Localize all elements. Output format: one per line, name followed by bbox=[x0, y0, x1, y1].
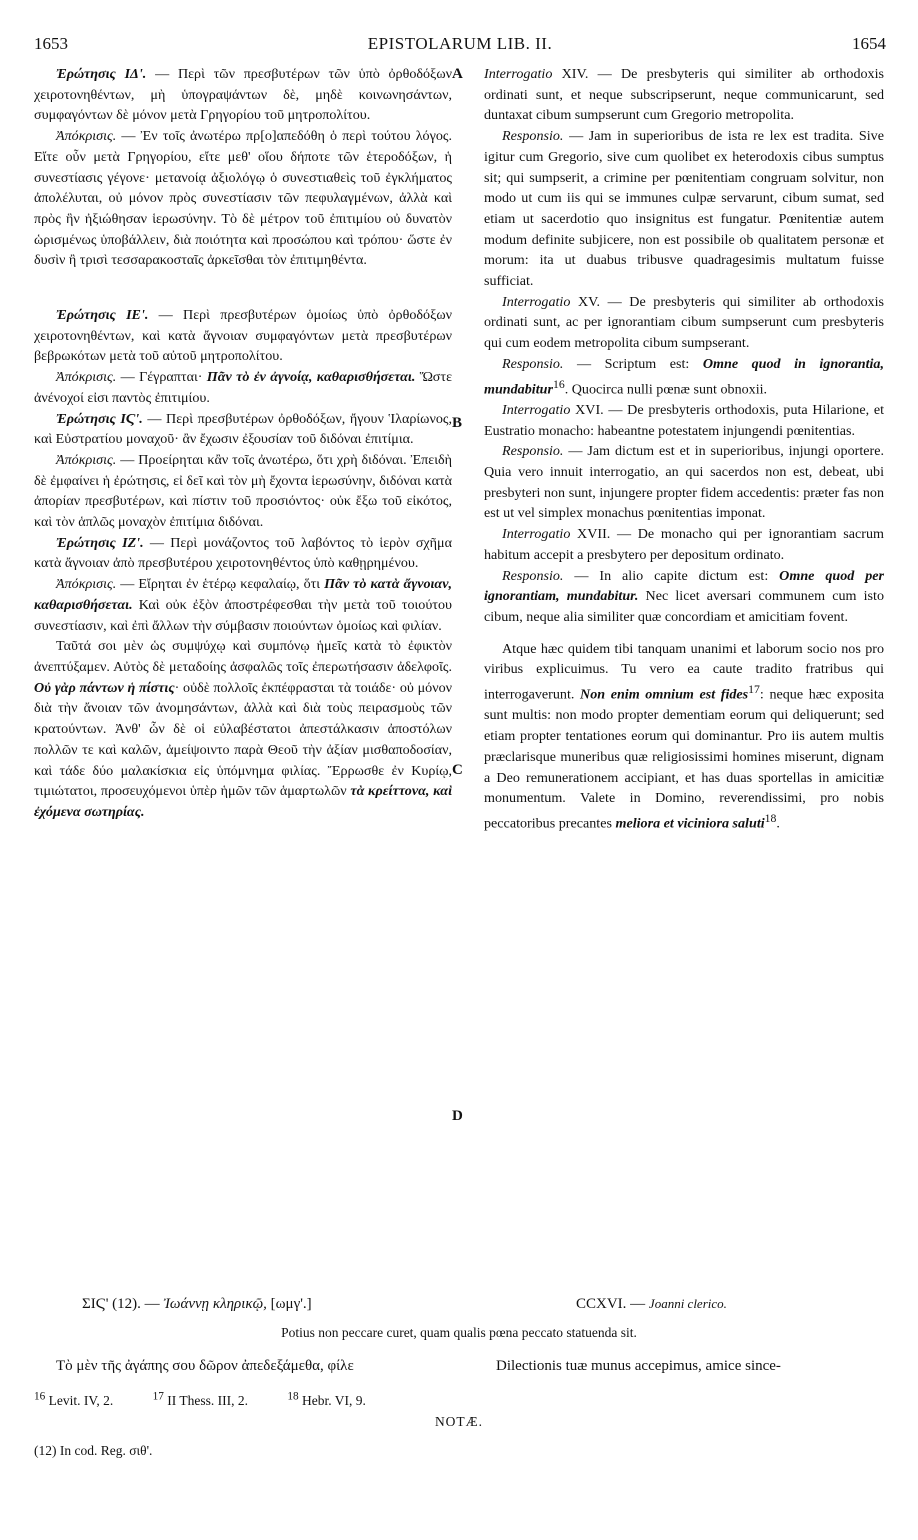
footnote-ref-16: 16 bbox=[552, 377, 565, 391]
footnote-17: $^{17}$ II Thess. III, 2. bbox=[152, 1390, 248, 1408]
greek-question-16: Ἐρώτησις ΙϚ'. — Περὶ πρεσβυτέρων ὀρθοδόξων, ἤγουν Ἱλαρίωνος, καὶ Εὐστρατίου μοναχοῦ· ἂν ἔχωσιν ἐξουσίαν τοῦ διδόναι ἐπιτίμια. bbox=[34, 410, 452, 448]
running-title: EPISTOLARUM LIB. II. bbox=[367, 34, 553, 53]
greek-question-17: Ἐρώτησις ΙΖ'. — Περὶ μονάζοντος τοῦ λαβόντος τὸ ἱερὸν σχῆμα κατὰ ἄγνοιαν ἀπὸ πρεσβυτέρου χειροτονηθέντος ὑπὸ καθῃρημένου. bbox=[34, 534, 452, 572]
notae-heading: NOTÆ. bbox=[434, 1414, 484, 1429]
latin-question-16: Interrogatio XVI. — De presbyteris orthodoxis, puta Hilarione, et Eustratio monacho: habeantne potestatem injungendi pœnitentias. bbox=[484, 401, 884, 439]
greek-question-15: Ἐρώτησις ΙΕ'. — Περὶ πρεσβυτέρων ὁμοίως ὑπὸ ὀρθοδόξων χειροτονηθέντων, καὶ κατὰ ἄγνοιαν συμφαγόντων μετὰ πρεσβυτέρων βεβρωκότων μετὰ τοῦ αὐτοῦ μητροπολίτου. bbox=[34, 307, 452, 365]
latin-answer-16: Responsio. — Jam dictum est et in superioribus, injungi oportere. Quia vero innuit interrogatio, an qui sacerdos non est, debeat, ubi presbyteri non sunt, injungere propter fidem accedentis: præter fas non est ut vel simplex monachus pœnitentias imponat. bbox=[484, 443, 884, 522]
margin-marker-c: C bbox=[452, 762, 463, 778]
footnote-ref-18: 18 bbox=[764, 811, 777, 825]
latin-answer-17: Responsio. — In alio capite dictum est: Omne quod per ignorantiam, mundabitur. Nec licet aversari communem cum isto cibum, neque alia similiter quæ concordiam et amicitiam fovent. bbox=[484, 567, 884, 625]
latin-answer-14: Responsio. — Jam in superioribus de ista re lex est tradita. Sive igitur cum Gregorio, sive cum quolibet ex heterodoxis cibus sumptus sit; qui sumpserit, a crimine per pœnitentiam congruam solvitur, non modo ut cum iis qui se immunes culpæ servarunt, cibum sumat, sed etiam ut sacerdotio quo insignitus est fungatur. Pœnitentiæ autem modum definite subjicere, non est possibile ob qualitatem personæ et morum: ita ut duabus tribusve quadragesimis multatum fuisse sufficiat. bbox=[484, 128, 884, 290]
greek-answer-16: Ἀπόκρισις. — Προείρηται κἂν τοῖς ἀνωτέρω, ὅτι χρὴ διδόναι. Ἐπειδὴ δὲ ἐμφαίνει ἡ ἐρώτησις, εἰ δεῖ καὶ τὸν μὴ ἔχοντα ἱερωσύνην, διδόναι κατὰ ἀπορίαν πρεσβυτέρων, καὶ πίστιν τοῦ προσιόντος· οὐκ ἔξω τοῦ εἰκότος, καὶ τὸν ἁπλῶς μοναχὸν ἐπιτίμια διδόναι. bbox=[34, 451, 452, 531]
greek-epistle-heading: ΣΙϚ' (12). — Ἰωάννῃ κληρικῷ, [ωμγ'.] bbox=[82, 1296, 312, 1312]
latin-column bbox=[484, 64, 884, 834]
latin-answer-15: Responsio. — Scriptum est: Omne quod in ignorantia, mundabitur$^{16}$. Quocirca nulli pœnæ sunt obnoxii. bbox=[484, 355, 884, 398]
page-number-right: 1654 bbox=[852, 34, 886, 53]
latin-epistle-opening: Dilectionis tuæ munus accepimus, amice since- bbox=[496, 1358, 781, 1374]
greek-answer-15: Ἀπόκρισις. — Γέγραπται· Πᾶν τὸ ἐν ἀγνοίᾳ, καθαρισθήσεται. Ὥστε ἀνένοχοί εἰσι παντὸς ἐπιτιμίου. bbox=[34, 369, 452, 406]
latin-closing: Atque hæc quidem tibi tanquam unanimi et laborum socio nos pro viribus explicuimus. Tu vero ea caute tradito fratribus qui interrogaverunt. Non enim omnium est fides$^{17}$: neque hæc exposita sunt multis: non modo propter dementiam eorum qui deliquerunt; sed etiam propter tentationes eorum qui dominantur. Pro iis autem multis præclarisque muneribus quæ religiosissimi homines miserunt, dignam a Deo remunerationem accipiant, et has duas sportellas in amicitiæ monumentum. Valete in Domino, reverendissimi, pro nobis peccatoribus precantes meliora et viciniora saluti$^{18}$. bbox=[484, 640, 885, 832]
greek-epistle-opening: Τὸ μὲν τῆς ἀγάπης σου δῶρον ἀπεδεξάμεθα, φίλε bbox=[56, 1358, 354, 1374]
margin-marker-d: D bbox=[452, 1108, 463, 1124]
footnote-16: $^{16}$ Levit. IV, 2. bbox=[34, 1390, 114, 1408]
greek-column bbox=[34, 64, 452, 823]
latin-epistle-heading: CCXVI. — Joanni clerico. bbox=[576, 1296, 727, 1312]
running-header bbox=[34, 34, 886, 58]
latin-question-14: Interrogatio XIV. — De presbyteris qui similiter ab orthodoxis ordinati sunt, et neque subscripserunt, neque communicarunt, sed duntaxat cibum sumpserunt cum Gregorio metropolita. bbox=[484, 66, 884, 124]
greek-answer-17: Ἀπόκρισις. — Εἴρηται ἐν ἑτέρῳ κεφαλαίῳ, ὅτι Πᾶν τὸ κατὰ ἄγνοιαν, καθαρισθήσεται. Καὶ οὐκ ἐξὸν ἀποστρέφεσθαι τὴν μετὰ τοῦ τοιούτου συνεστίασιν, καὶ ἐπὶ ἄλλων τὴν σύμβασιν ποιούντων ὁμοίως καὶ φιλίαν. bbox=[34, 576, 453, 634]
epistle-summary: Potius non peccare curet, quam qualis pœna peccato statuenda sit. bbox=[281, 1325, 637, 1340]
latin-question-15: Interrogatio XV. — De presbyteris qui similiter ab orthodoxis ordinati sunt, ac per ignorantiam cibum sumpserunt cum presbyteris qui cum eodem metropolita cibum sumpserant. bbox=[484, 293, 884, 352]
margin-marker-b: B bbox=[452, 415, 463, 431]
footnote-ref-17: 17 bbox=[748, 683, 760, 697]
notae-entry: (12) In cod. Reg. σιθ'. bbox=[34, 1443, 153, 1458]
footnotes bbox=[34, 1390, 402, 1409]
greek-closing: Ταῦτά σοι μὲν ὡς συμψύχῳ καὶ συμπόνῳ ἡμεῖς κατὰ τὸ ἐφικτὸν ἀνεπτύξαμεν. Αὐτὸς δὲ μεταδοίης ἀσφαλῶς τοῖς ἐπερωτήσασιν ἀδελφοῖς. Οὐ γὰρ πάντων ἡ πίστις· οὐδὲ πολλοῖς ἐκπέφρασται τὰ τοιάδε· οὐ μόνον διὰ τὴν ἄνοιαν τῶν ἀνομησάντων, ἀλλὰ καὶ διὰ τοὺς πειρασμοὺς τῶν κρατούντων. Ἀνθ' ὧν δὲ οἱ εὐλαβέστατοι ἀπεστάλκασιν ἀποστόλων πολλῶν τε καὶ καλῶν, ἀμείψοιντο παρὰ Θεοῦ τὴν ἀξίαν μισθαποδοσίαν, καὶ τάδε δύο μαλακίσκια εἰς ὑπόμνημα φιλίας. Ἔρρωσθε ἐν Κυρίῳ, τιμιώτατοι, προσευχόμενοι ὑπὲρ ἡμῶν τῶν ἁμαρτωλῶν τὰ κρείττονα, καὶ ἐχόμενα σωτηρίας. bbox=[34, 638, 452, 820]
latin-question-17: Interrogatio XVII. — De monacho qui per ignorantiam sacrum habitum accepit a presbytero per depositum ordinato. bbox=[484, 526, 884, 563]
page-number-left: 1653 bbox=[34, 34, 68, 53]
footnote-18: $^{18}$ Hebr. VI, 9. bbox=[287, 1390, 366, 1408]
greek-question-14: Ἐρώτησις ΙΔ'. — Περὶ τῶν πρεσβυτέρων τῶν ὑπὸ ὀρθοδόξων χειροτονηθέντων, μὴ ὑπογραψάντων δὲ, μηδὲ κοινωνησάντων, συμφαγόντων δὲ μόνον μετὰ Γρηγορίου τοῦ μητροπολίτου. bbox=[34, 66, 452, 124]
margin-marker-a: A bbox=[452, 66, 463, 82]
greek-answer-14: Ἀπόκρισις. — Ἐν τοῖς ἀνωτέρω πρ[ο]απεδόθη ὁ περὶ τούτου λόγος. Εἴτε οὖν μετὰ Γρηγορίου, εἴτε μεθ' οἵου δήποτε τῶν ἑτεροδόξων, ἡ συνεστίασις γέγονε· μετανοίᾳ ἀξιολόγῳ ὁ συνεστιαθεὶς τοῦ ἐγκλήματος ἀπολέλυται, οὐ μόνον πρὸς συνεστίασιν τῶν πεφυλαγμένων, ἀλλὰ καὶ πρὸς ἣν ἠξιώθησαν ἱερωσύνην. Τὸ δὲ μέτρον τοῦ ἐπιτιμίου οὐ δυνατὸν ὡρισμένως ὑποβάλλειν, διὰ ποιότητα καὶ προσώπου καὶ τρόπου· ὥστε ἐν δυσὶν ἢ τρισὶ τεσσαρακοσταῖς ἀρκεῖσθαι τὸν ἐπιτιμηθέντα. bbox=[34, 128, 452, 269]
